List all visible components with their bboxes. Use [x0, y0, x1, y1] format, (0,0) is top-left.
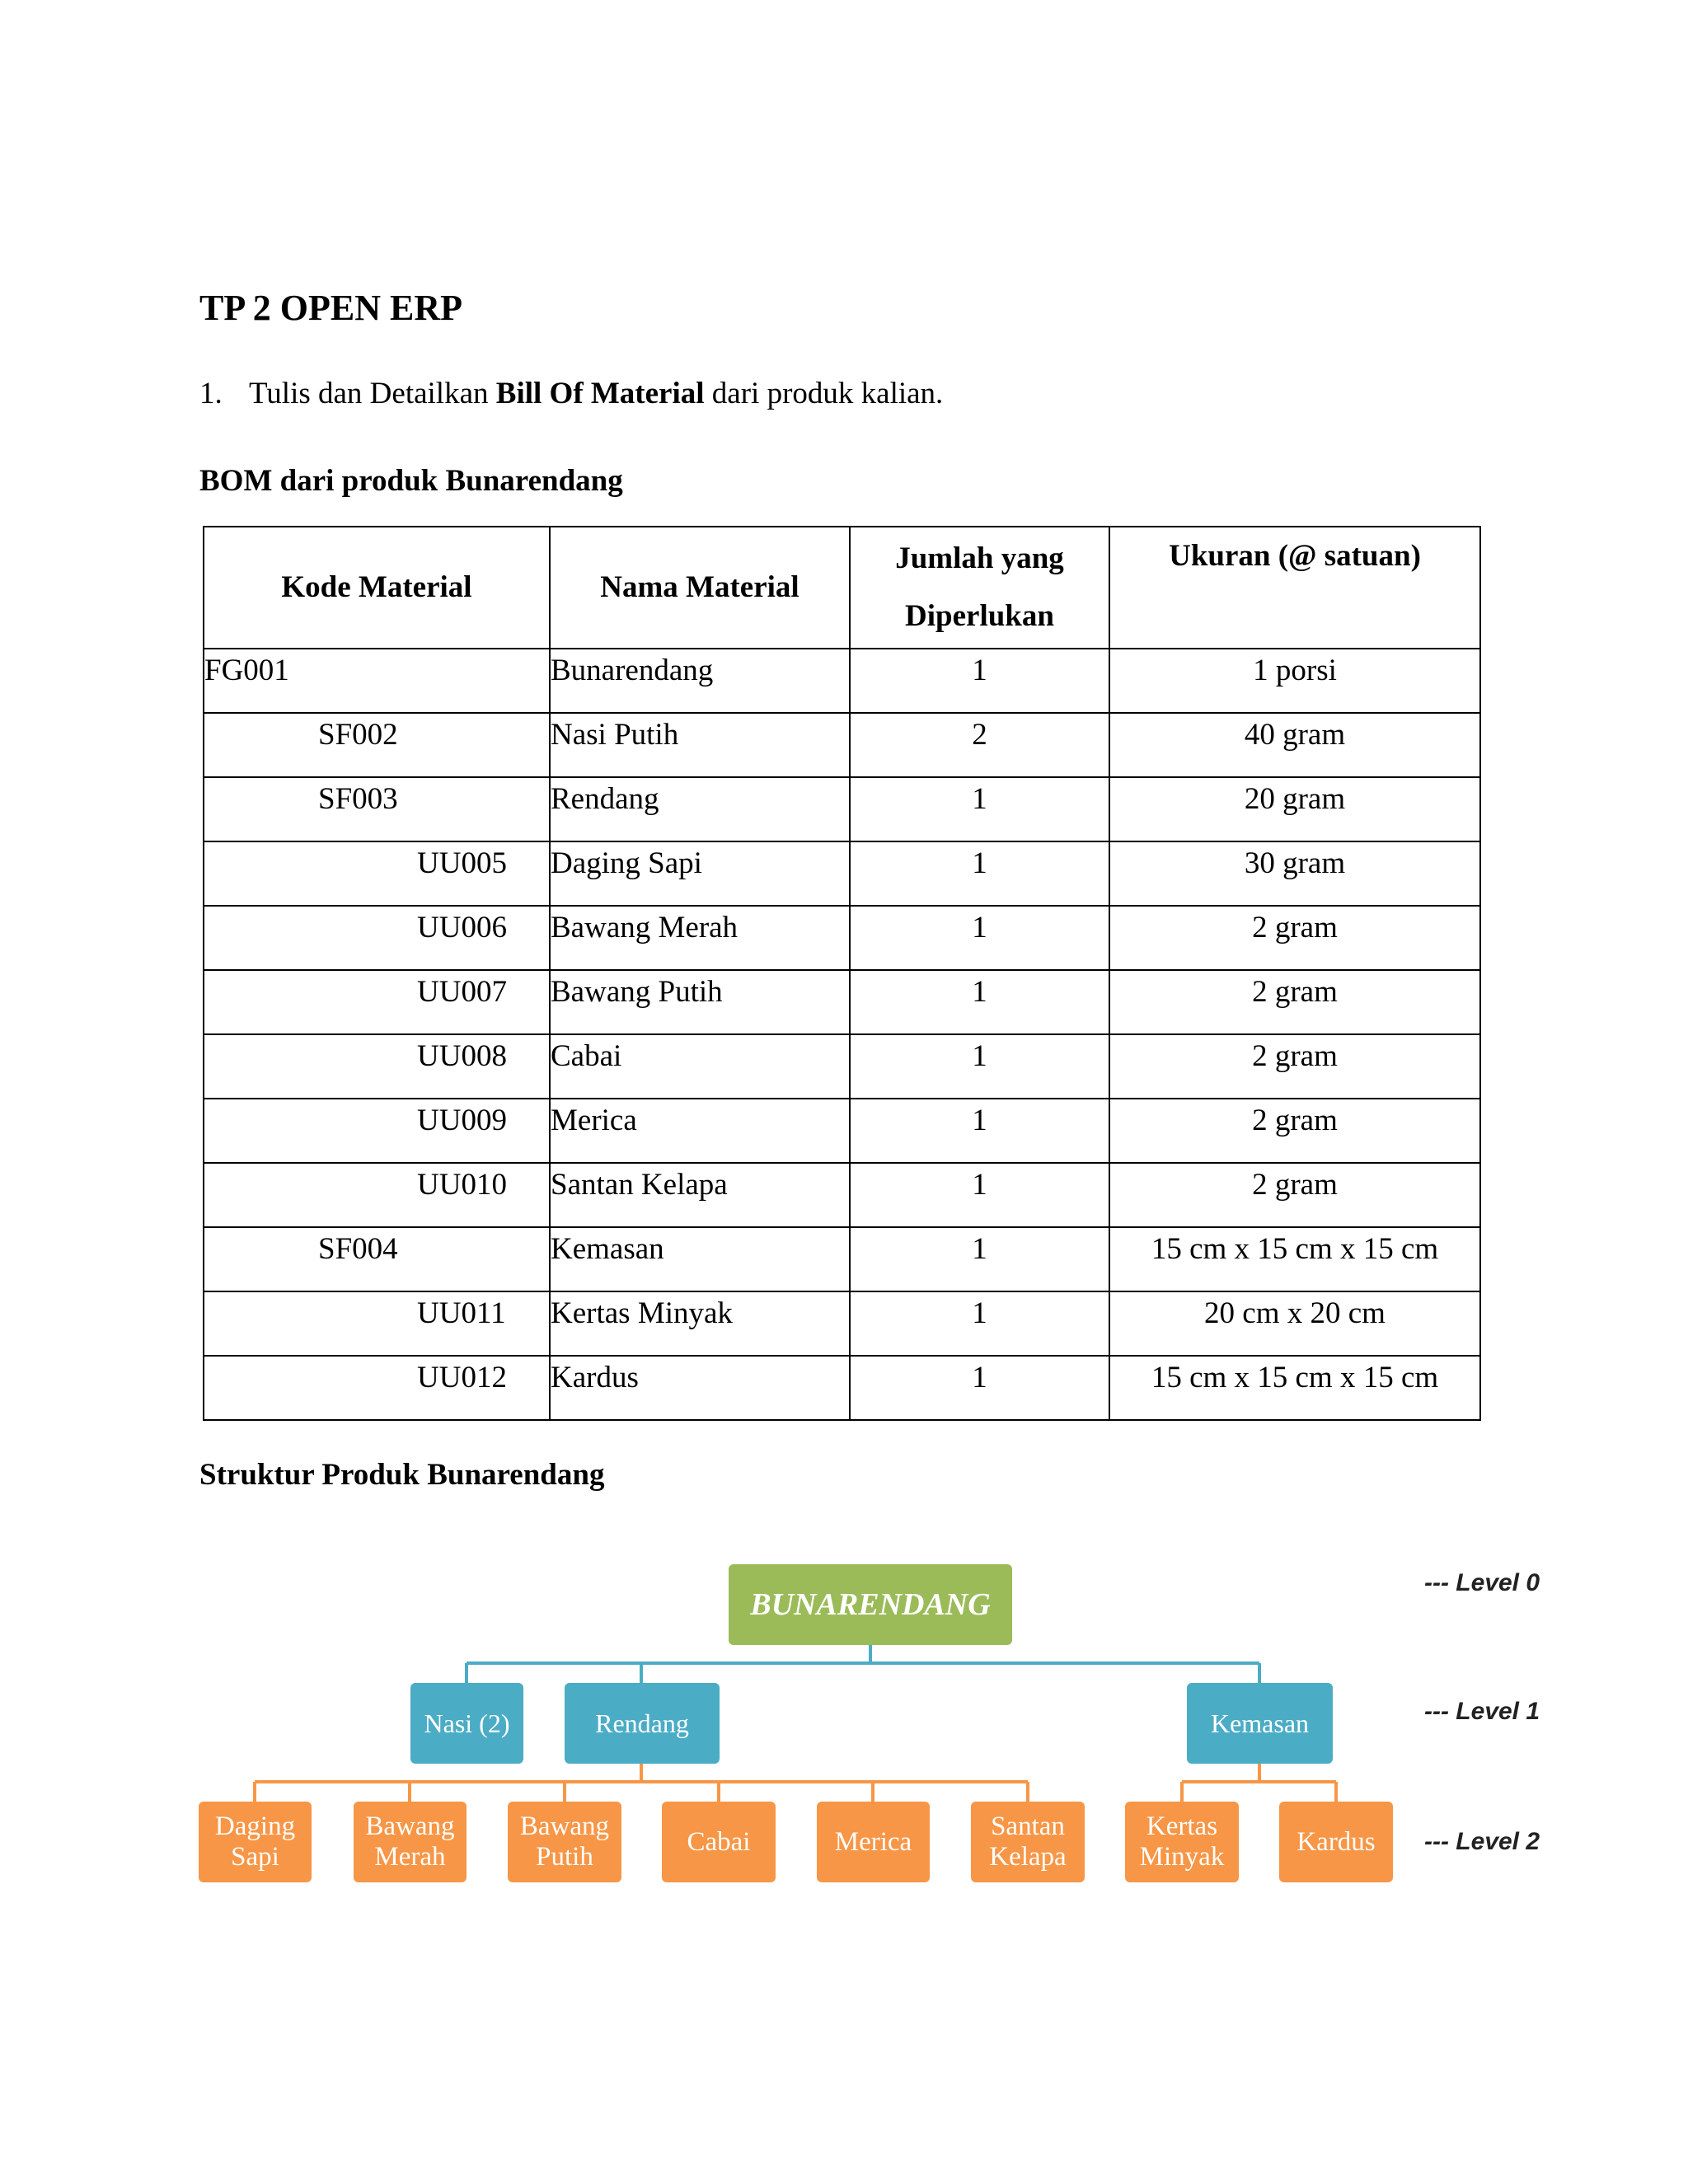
node-label-line1: Bawang: [519, 1811, 610, 1841]
node-nasi: Nasi (2): [410, 1683, 523, 1764]
cell-nama-material: Cabai: [550, 1034, 850, 1099]
node-label-line2: Kelapa: [989, 1842, 1067, 1872]
question-text: [199, 376, 943, 411]
cell-nama-material: Kemasan: [550, 1227, 850, 1291]
node-label-line1: Kertas: [1146, 1811, 1218, 1841]
cell-ukuran: 2 gram: [1109, 1034, 1480, 1099]
node-bunarendang: BUNARENDANG: [729, 1564, 1012, 1645]
cell-kode-material: UU005: [204, 841, 550, 906]
cell-nama-material: Bawang Merah: [550, 906, 850, 970]
cell-ukuran: 2 gram: [1109, 1163, 1480, 1227]
cell-nama-material: Bawang Putih: [550, 970, 850, 1034]
cell-ukuran: 30 gram: [1109, 841, 1480, 906]
level1-connectors: [467, 1645, 1259, 1683]
cell-nama-material: Rendang: [550, 777, 850, 841]
cell-kode-material: UU006: [204, 906, 550, 970]
cell-kode-material: UU009: [204, 1099, 550, 1163]
cell-nama-material: Nasi Putih: [550, 713, 850, 777]
node-label-line1: Daging: [214, 1811, 296, 1841]
cell-jumlah: 1: [850, 649, 1109, 713]
table-row: [204, 777, 1480, 841]
cell-jumlah: 1: [850, 841, 1109, 906]
cell-ukuran: 2 gram: [1109, 1099, 1480, 1163]
question-prefix: Tulis dan Detailkan: [249, 377, 496, 410]
cell-kode-material: UU008: [204, 1034, 550, 1099]
cell-jumlah: 1: [850, 1291, 1109, 1356]
table-row: [204, 970, 1480, 1034]
cell-kode-material: UU011: [204, 1291, 550, 1356]
cell-nama-material: Kardus: [550, 1356, 850, 1420]
table-row: [204, 649, 1480, 713]
table-row: [204, 1291, 1480, 1356]
cell-kode-material: UU007: [204, 970, 550, 1034]
structure-section-title: Struktur Produk Bunarendang: [199, 1458, 605, 1492]
table-row: [204, 1356, 1480, 1420]
bom-header-row: [204, 527, 1480, 649]
cell-kode-material: SF004: [204, 1227, 550, 1291]
node-label-line2: Merah: [374, 1842, 446, 1872]
cell-kode-material: UU010: [204, 1163, 550, 1227]
header-ukuran: Ukuran (@ satuan): [1109, 527, 1480, 649]
node-label-line2: Sapi: [231, 1842, 279, 1872]
header-jumlah-line2: Diperlukan: [905, 599, 1054, 633]
node-bawang-merah: [354, 1802, 467, 1882]
cell-jumlah: 1: [850, 1034, 1109, 1099]
node-bawang-putih: [508, 1802, 621, 1882]
bom-table: [203, 526, 1481, 1421]
cell-jumlah: 1: [850, 1163, 1109, 1227]
cell-ukuran: 1 porsi: [1109, 649, 1480, 713]
bom-section-title: BOM dari produk Bunarendang: [199, 464, 623, 498]
cell-nama-material: Daging Sapi: [550, 841, 850, 906]
node-label-line1: Santan: [991, 1811, 1065, 1841]
cell-ukuran: 20 cm x 20 cm: [1109, 1291, 1480, 1356]
question-bold: Bill Of Material: [495, 377, 705, 410]
cell-ukuran: 40 gram: [1109, 713, 1480, 777]
level2-connectors: [255, 1764, 1336, 1802]
cell-kode-material: SF002: [204, 713, 550, 777]
cell-jumlah: 1: [850, 1227, 1109, 1291]
cell-nama-material: Merica: [550, 1099, 850, 1163]
table-row: [204, 713, 1480, 777]
question-number: 1.: [199, 377, 223, 410]
question-suffix: dari produk kalian.: [704, 377, 944, 410]
page-title: TP 2 OPEN ERP: [199, 288, 463, 328]
node-cabai: Cabai: [662, 1802, 776, 1882]
node-kertas-minyak: [1125, 1802, 1239, 1882]
node-santan-kelapa: [971, 1802, 1085, 1882]
cell-kode-material: SF003: [204, 777, 550, 841]
cell-jumlah: 1: [850, 1099, 1109, 1163]
cell-jumlah: 1: [850, 1356, 1109, 1420]
cell-jumlah: 2: [850, 713, 1109, 777]
node-label-line2: Putih: [536, 1842, 593, 1872]
header-jumlah: [850, 527, 1109, 649]
table-row: [204, 1034, 1480, 1099]
node-label-line2: Minyak: [1139, 1842, 1225, 1872]
table-row: [204, 841, 1480, 906]
node-rendang: Rendang: [565, 1683, 720, 1764]
cell-ukuran: 20 gram: [1109, 777, 1480, 841]
cell-nama-material: Bunarendang: [550, 649, 850, 713]
node-daging-sapi: [199, 1802, 312, 1882]
cell-ukuran: 2 gram: [1109, 906, 1480, 970]
cell-nama-material: Santan Kelapa: [550, 1163, 850, 1227]
cell-ukuran: 15 cm x 15 cm x 15 cm: [1109, 1227, 1480, 1291]
header-jumlah-line1: Jumlah yang: [895, 541, 1064, 575]
node-label-line1: Bawang: [365, 1811, 455, 1841]
level-1-label: --- Level 1: [1424, 1698, 1540, 1725]
node-kardus: Kardus: [1279, 1802, 1393, 1882]
node-merica: Merica: [817, 1802, 930, 1882]
table-row: [204, 1163, 1480, 1227]
header-kode-material: Kode Material: [204, 527, 550, 649]
cell-nama-material: Kertas Minyak: [550, 1291, 850, 1356]
cell-jumlah: 1: [850, 906, 1109, 970]
table-row: [204, 1227, 1480, 1291]
cell-kode-material: UU012: [204, 1356, 550, 1420]
level-0-label: --- Level 0: [1424, 1569, 1540, 1596]
cell-ukuran: 2 gram: [1109, 970, 1480, 1034]
cell-kode-material: FG001: [204, 649, 550, 713]
cell-jumlah: 1: [850, 777, 1109, 841]
cell-ukuran: 15 cm x 15 cm x 15 cm: [1109, 1356, 1480, 1420]
table-row: [204, 1099, 1480, 1163]
header-nama-material: Nama Material: [550, 527, 850, 649]
node-kemasan: Kemasan: [1187, 1683, 1333, 1764]
cell-jumlah: 1: [850, 970, 1109, 1034]
level-2-label: --- Level 2: [1424, 1828, 1540, 1855]
table-row: [204, 906, 1480, 970]
